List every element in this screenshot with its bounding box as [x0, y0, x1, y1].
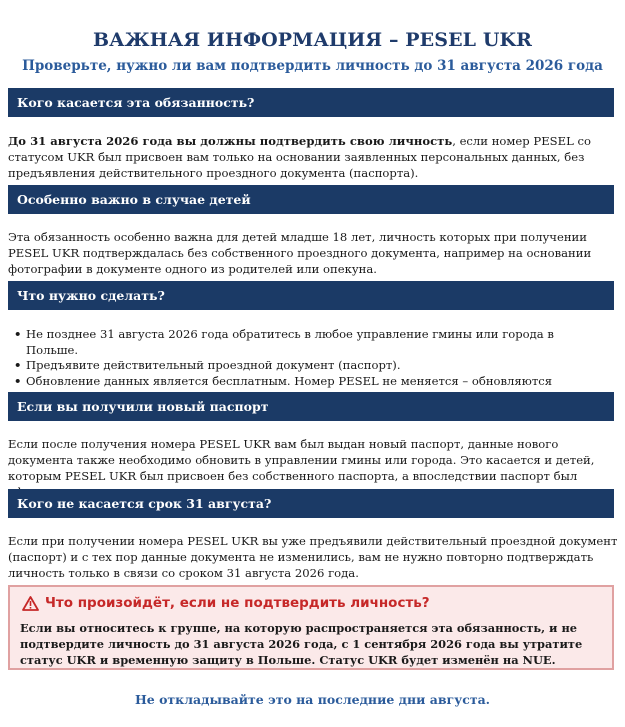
section-heading-children: Особенно важно в случае детей	[8, 185, 614, 214]
section-text-who	[8, 133, 620, 181]
list-item: • Обновление данных является бесплатным. Номер PESEL не меняется – обновляются	[14, 374, 594, 405]
footer-note: Не откладывайте это на последние дни августа.	[134, 692, 491, 707]
list-item: • Не позднее 31 августа 2026 года обратитесь в любое управление гмины или города в Польше.	[14, 327, 594, 358]
section-heading-who: Кого касается эта обязанность?	[8, 88, 614, 117]
page-title: ВАЖНАЯ ИНФОРМАЦИЯ – PESEL UKR	[92, 29, 533, 51]
section-heading-new-passport: Если вы получили новый паспорт	[8, 392, 614, 421]
warning-text: Если вы относитесь к группе, на которую распространяется эта обязанность, и не подтвердите личность до 31 августа 2026 года, с 1 сентября 2026 года вы утратите статус UKR и временную защиту в Польше. Статус UKR будет изменён на NUE.	[20, 621, 583, 667]
section-heading-not-affected: Кого не касается срок 31 августа?	[8, 489, 614, 518]
list-item: • Предъявите действительный проездной документ (паспорт).	[14, 358, 594, 374]
section-text-who-bold: До 31 августа 2026 года вы должны подтвердить свою личность	[8, 134, 453, 148]
warning-triangle-icon	[22, 596, 39, 611]
warning-box	[8, 585, 614, 670]
section-heading-what-to-do: Что нужно сделать?	[8, 281, 614, 310]
page-subtitle: Проверьте, нужно ли вам подтвердить личность до 31 августа 2026 года	[22, 58, 603, 74]
warning-title: Что произойдёт, если не подтвердить личность?	[45, 595, 430, 611]
warning-heading	[22, 595, 430, 611]
section-text-new-passport: Если после получения номера PESEL UKR вам был выдан новый паспорт, данные нового документа также необходимо обновить в управлении гмины или города. Это касается и детей, которым PESEL UKR был присвоен без собственного паспорта, а впоследствии паспорт был	[8, 437, 595, 483]
section-text-not-affected: Если при получении номера PESEL UKR вы уже предъявили действительный проездной документ (паспорт) и с тех пор данные документа не изменились, вам не нужно повторно подтверждать личность только в связи со сроком 31 августа 2026 года.	[8, 534, 618, 580]
section-text-children: Эта обязанность особенно важна для детей младше 18 лет, личность которых при получении PESEL UKR подтверждалась без собственного проездного документа, например на основании фотографии в документе одного из родителей или опекуна.	[8, 230, 592, 276]
section-text-who-rest: , если номер PESEL со статусом UKR был присвоен вам только на основании заявленных персональных данных, без предъявления действительного проездного документа (паспорта).	[8, 134, 591, 180]
